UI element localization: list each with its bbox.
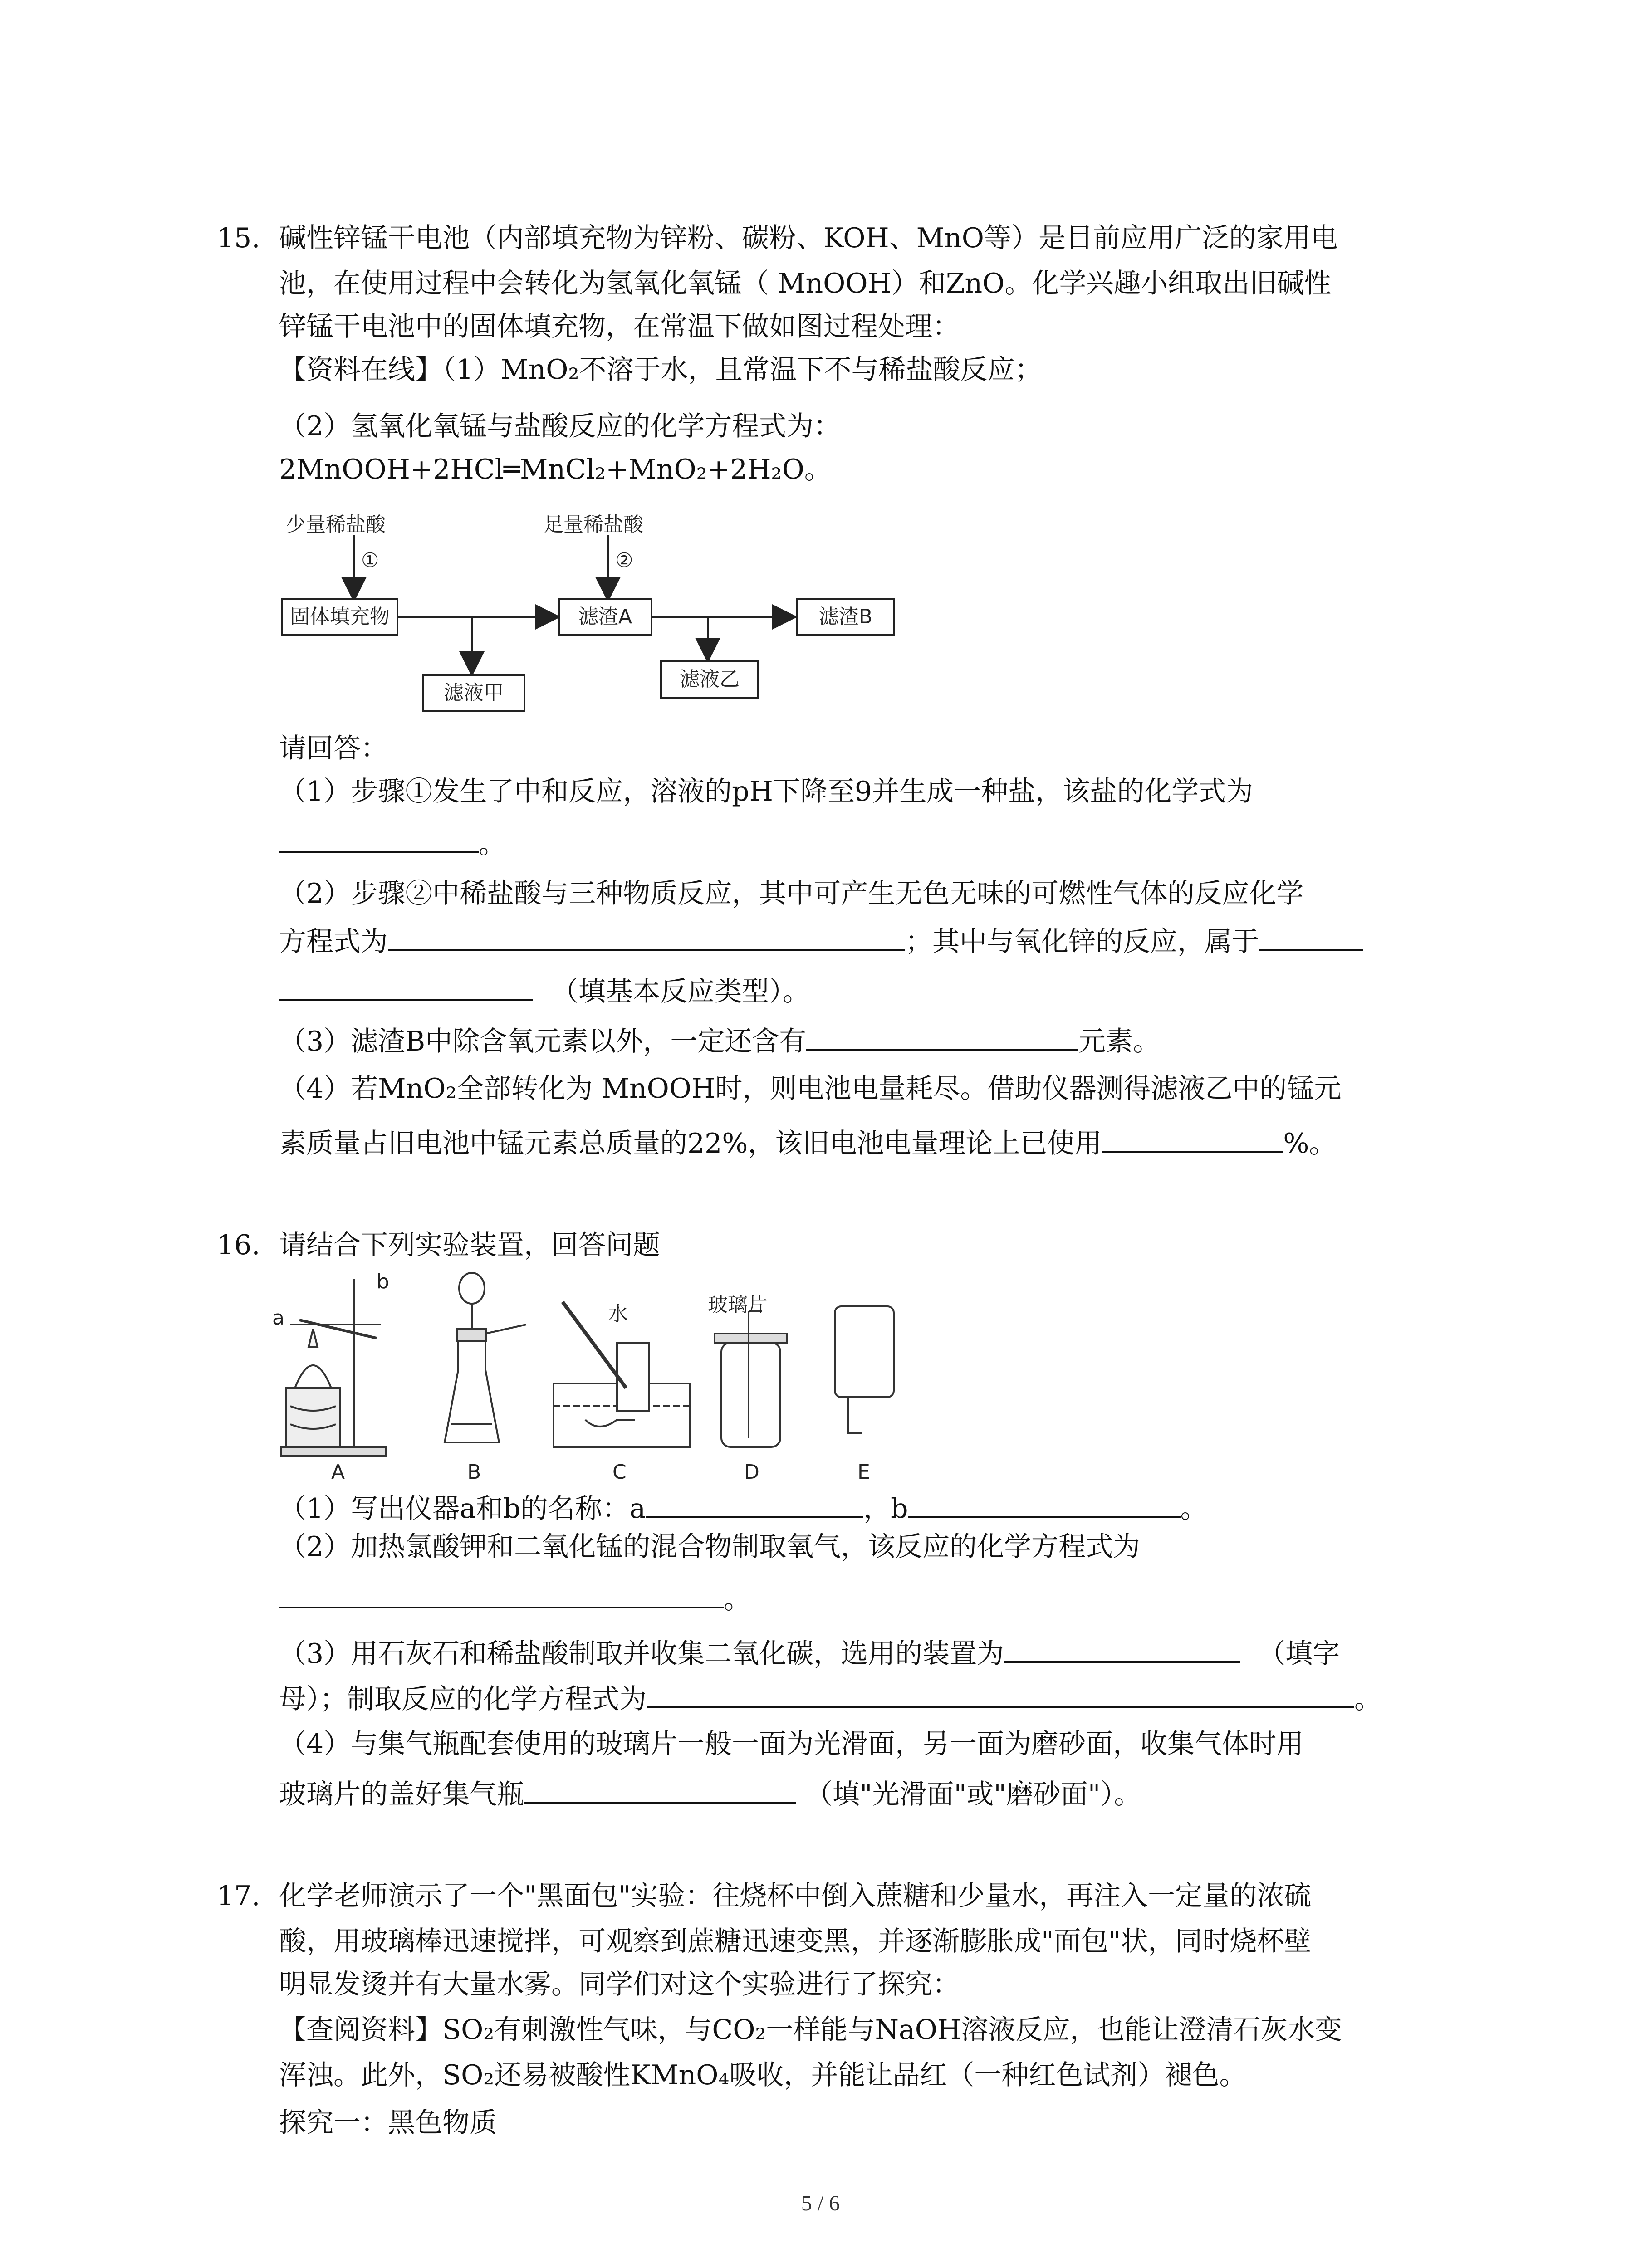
answer-blank[interactable] bbox=[279, 971, 533, 1001]
q15-equation: 2MnOOH+2HCl═MnCl₂+MnO₂+2H₂O。 bbox=[279, 454, 832, 485]
q16-apparatus-figure bbox=[272, 1270, 953, 1488]
q16-part1: （1）写出仪器a和b的名称：a ，b 。 bbox=[279, 1488, 1208, 1527]
q16-part4-line-2: 玻璃片的盖好集气瓶 （填"光滑面"或"磨砂面"）。 bbox=[279, 1774, 1141, 1813]
flow-box-filtrate-jia: 滤液甲 bbox=[422, 674, 525, 712]
q15-info-line-1: 【资料在线】（1）MnO₂不溶于水，且常温下不与稀盐酸反应； bbox=[279, 354, 1042, 386]
apparatus-label-water: 水 bbox=[608, 1302, 628, 1325]
apparatus-label-glass-plate: 玻璃片 bbox=[708, 1293, 768, 1316]
q15-part3: （3）滤渣B中除含氧元素以外，一定还含有 元素。 bbox=[279, 1021, 1160, 1060]
answer-blank[interactable] bbox=[908, 1488, 1181, 1518]
q15-part1-line-2: 。 bbox=[279, 823, 506, 862]
answer-blank[interactable] bbox=[388, 921, 905, 951]
q15-flow-diagram bbox=[272, 508, 907, 726]
q15-part4-line-1: （4）若MnO₂全部转化为 MnOOH时，则电池电量耗尽。借助仪器测得滤液乙中的锰元 bbox=[279, 1073, 1342, 1105]
q17-info-line-2: 浑浊。此外，SO₂还易被酸性KMnO₄吸收，并能让品红（一种红色试剂）褪色。 bbox=[279, 2059, 1247, 2091]
q17-text-line-1: 化学老师演示了一个"黑面包"实验：往烧杯中倒入蔗糖和少量水，再注入一定量的浓硫 bbox=[279, 1880, 1312, 1912]
answer-blank[interactable] bbox=[1259, 921, 1363, 951]
q15-part2-line-1: （2）步骤②中稀盐酸与三种物质反应，其中可产生无色无味的可燃性气体的反应化学 bbox=[279, 878, 1304, 909]
q16-text-line-1: 请结合下列实验装置，回答问题 bbox=[279, 1229, 660, 1261]
answer-blank[interactable] bbox=[647, 1678, 1354, 1708]
answer-blank[interactable] bbox=[806, 1021, 1078, 1051]
apparatus-letter-d: D bbox=[744, 1461, 759, 1484]
flow-box-residue-a: 滤渣A bbox=[558, 598, 652, 636]
flow-box-solid-filler: 固体填充物 bbox=[281, 598, 398, 636]
apparatus-letter-c: C bbox=[612, 1461, 627, 1484]
flow-box-filtrate-yi: 滤液乙 bbox=[660, 660, 759, 699]
q16-part3-line-2: 母）；制取反应的化学方程式为 。 bbox=[279, 1678, 1381, 1717]
q16-part2-line-1: （2）加热氯酸钾和二氧化锰的混合物制取氧气，该反应的化学方程式为 bbox=[279, 1531, 1141, 1563]
answer-blank[interactable] bbox=[524, 1774, 796, 1804]
apparatus-label-b: b bbox=[377, 1270, 389, 1293]
q17-info-line-1: 【查阅资料】SO₂有刺激性气味，与CO₂一样能与NaOH溶液反应，也能让澄清石灰水变 bbox=[279, 2014, 1342, 2046]
q15-text-line-1: 碱性锌锰干电池（内部填充物为锌粉、碳粉、KOH、MnO等）是目前应用广泛的家用电 bbox=[279, 222, 1338, 254]
q17-number: 17. bbox=[217, 1880, 260, 1912]
q15-info-line-2: （2）氢氧化氧锰与盐酸反应的化学方程式为： bbox=[279, 411, 841, 442]
q15-text-line-2: 池，在使用过程中会转化为氢氧化氧锰（ MnOOH）和ZnO。化学兴趣小组取出旧碱性 bbox=[279, 268, 1332, 299]
answer-blank[interactable] bbox=[279, 1579, 724, 1608]
q15-part1-line-1: （1）步骤①发生了中和反应，溶液的pH下降至9并生成一种盐，该盐的化学式为 bbox=[279, 776, 1254, 807]
answer-blank[interactable] bbox=[1004, 1633, 1240, 1663]
flow-step-2: ② bbox=[615, 549, 633, 572]
apparatus-letter-e: E bbox=[857, 1461, 870, 1484]
answer-blank[interactable] bbox=[1102, 1123, 1283, 1153]
q15-part2-line-3: （填基本反应类型）。 bbox=[279, 971, 810, 1010]
apparatus-letter-a: A bbox=[331, 1461, 345, 1484]
answer-blank[interactable] bbox=[646, 1488, 863, 1518]
q15-part2-line-2: 方程式为 ；其中与氧化锌的反应，属于 bbox=[279, 921, 1363, 960]
q15-part4-line-2: 素质量占旧电池中锰元素总质量的22%，该旧电池电量理论上已使用 %。 bbox=[279, 1123, 1336, 1162]
q16-part2-line-2: 。 bbox=[279, 1579, 751, 1618]
flow-box-residue-b: 滤渣B bbox=[796, 598, 895, 636]
q15-ask: 请回答： bbox=[279, 733, 388, 764]
q15-text-line-3: 锌锰干电池中的固体填充物，在常温下做如图过程处理： bbox=[279, 311, 960, 342]
q17-explore-heading: 探究一：黑色物质 bbox=[279, 2107, 497, 2139]
q17-text-line-2: 酸，用玻璃棒迅速搅拌，可观察到蔗糖迅速变黑，并逐渐膨胀成"面包"状，同时烧杯壁 bbox=[279, 1926, 1312, 1957]
flow-reagent-1: 少量稀盐酸 bbox=[286, 513, 386, 536]
q16-part4-line-1: （4）与集气瓶配套使用的玻璃片一般一面为光滑面，另一面为磨砂面，收集气体时用 bbox=[279, 1728, 1304, 1760]
page-number: 5 / 6 bbox=[801, 2191, 840, 2215]
flow-step-1: ① bbox=[361, 549, 379, 572]
q17-text-line-3: 明显发烫并有大量水雾。同学们对这个实验进行了探究： bbox=[279, 1969, 960, 2000]
answer-blank[interactable] bbox=[279, 823, 479, 853]
q16-part3-line-1: （3）用石灰石和稀盐酸制取并收集二氧化碳，选用的装置为 （填字 bbox=[279, 1633, 1340, 1672]
q16-number: 16. bbox=[217, 1229, 260, 1261]
flow-reagent-2: 足量稀盐酸 bbox=[544, 513, 643, 536]
apparatus-letter-b: B bbox=[467, 1461, 481, 1484]
apparatus-label-a: a bbox=[272, 1306, 284, 1330]
q15-number: 15. bbox=[217, 222, 260, 254]
